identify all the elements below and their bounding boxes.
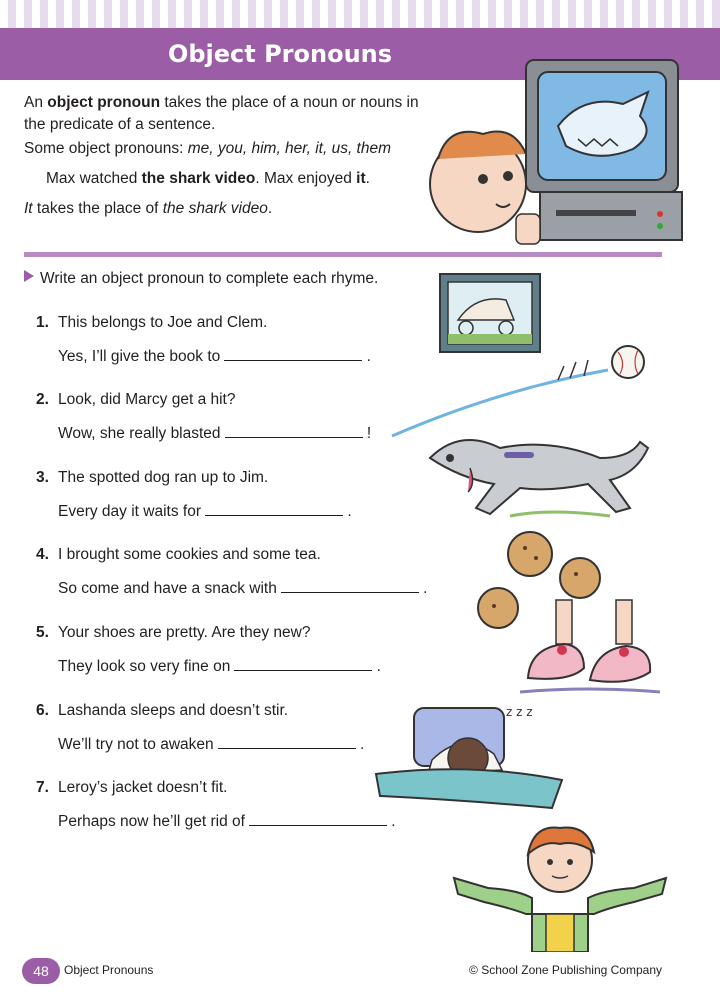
triangle-bullet-icon: [24, 270, 34, 282]
answer-blank-1[interactable]: [224, 346, 362, 361]
answer-blank-4[interactable]: [281, 578, 419, 593]
shoes-illustration: [520, 598, 660, 698]
exercise-item-7: 7. Leroy’s jacket doesn’t fit. Perhaps now he’ll get rid of .: [36, 779, 396, 830]
dog-illustration: [410, 418, 662, 522]
exercise-item-1: 1. This belongs to Joe and Clem. Yes, I’ll give the book to .: [36, 314, 371, 365]
instruction: Write an object pronoun to complete each rhyme.: [24, 270, 378, 288]
footer-copyright: © School Zone Publishing Company: [469, 963, 662, 977]
intro-definition: An object pronoun takes the place of a noun or nouns in the predicate of a sentence.: [24, 94, 419, 133]
exercise-item-3: 3. The spotted dog ran up to Jim. Every day it waits for .: [36, 469, 352, 520]
boy-jacket-illustration: [448, 818, 670, 952]
section-divider: [24, 252, 662, 257]
example-explanation: It takes the place of the shark video.: [24, 200, 273, 217]
sleep-zzz: z z z: [506, 705, 533, 719]
example-sentence: Max watched the shark video. Max enjoyed it.: [46, 170, 370, 187]
pronoun-list: Some object pronouns: me, you, him, her, it, us, them: [24, 140, 392, 157]
answer-blank-3[interactable]: [205, 501, 343, 516]
term-object-pronoun: object pronoun: [47, 94, 161, 111]
answer-blank-2[interactable]: [225, 423, 363, 438]
answer-blank-7[interactable]: [249, 811, 387, 826]
exercise-item-2: 2. Look, did Marcy get a hit? Wow, she really blasted !: [36, 391, 372, 442]
answer-blank-5[interactable]: [234, 656, 372, 671]
exercise-item-6: 6. Lashanda sleeps and doesn’t stir. We’ll try not to awaken .: [36, 702, 365, 753]
exercise-item-5: 5. Your shoes are pretty. Are they new? They look so very fine on .: [36, 624, 381, 675]
footer-label: Object Pronouns: [64, 963, 154, 977]
page-number-badge: 48: [22, 958, 60, 984]
answer-blank-6[interactable]: [218, 734, 356, 749]
exercise-item-4: 4. I brought some cookies and some tea. So come and have a snack with .: [36, 546, 428, 597]
page-title: Object Pronouns: [167, 40, 393, 68]
sleeping-girl-illustration: [372, 700, 572, 812]
top-stripe: [0, 0, 720, 28]
